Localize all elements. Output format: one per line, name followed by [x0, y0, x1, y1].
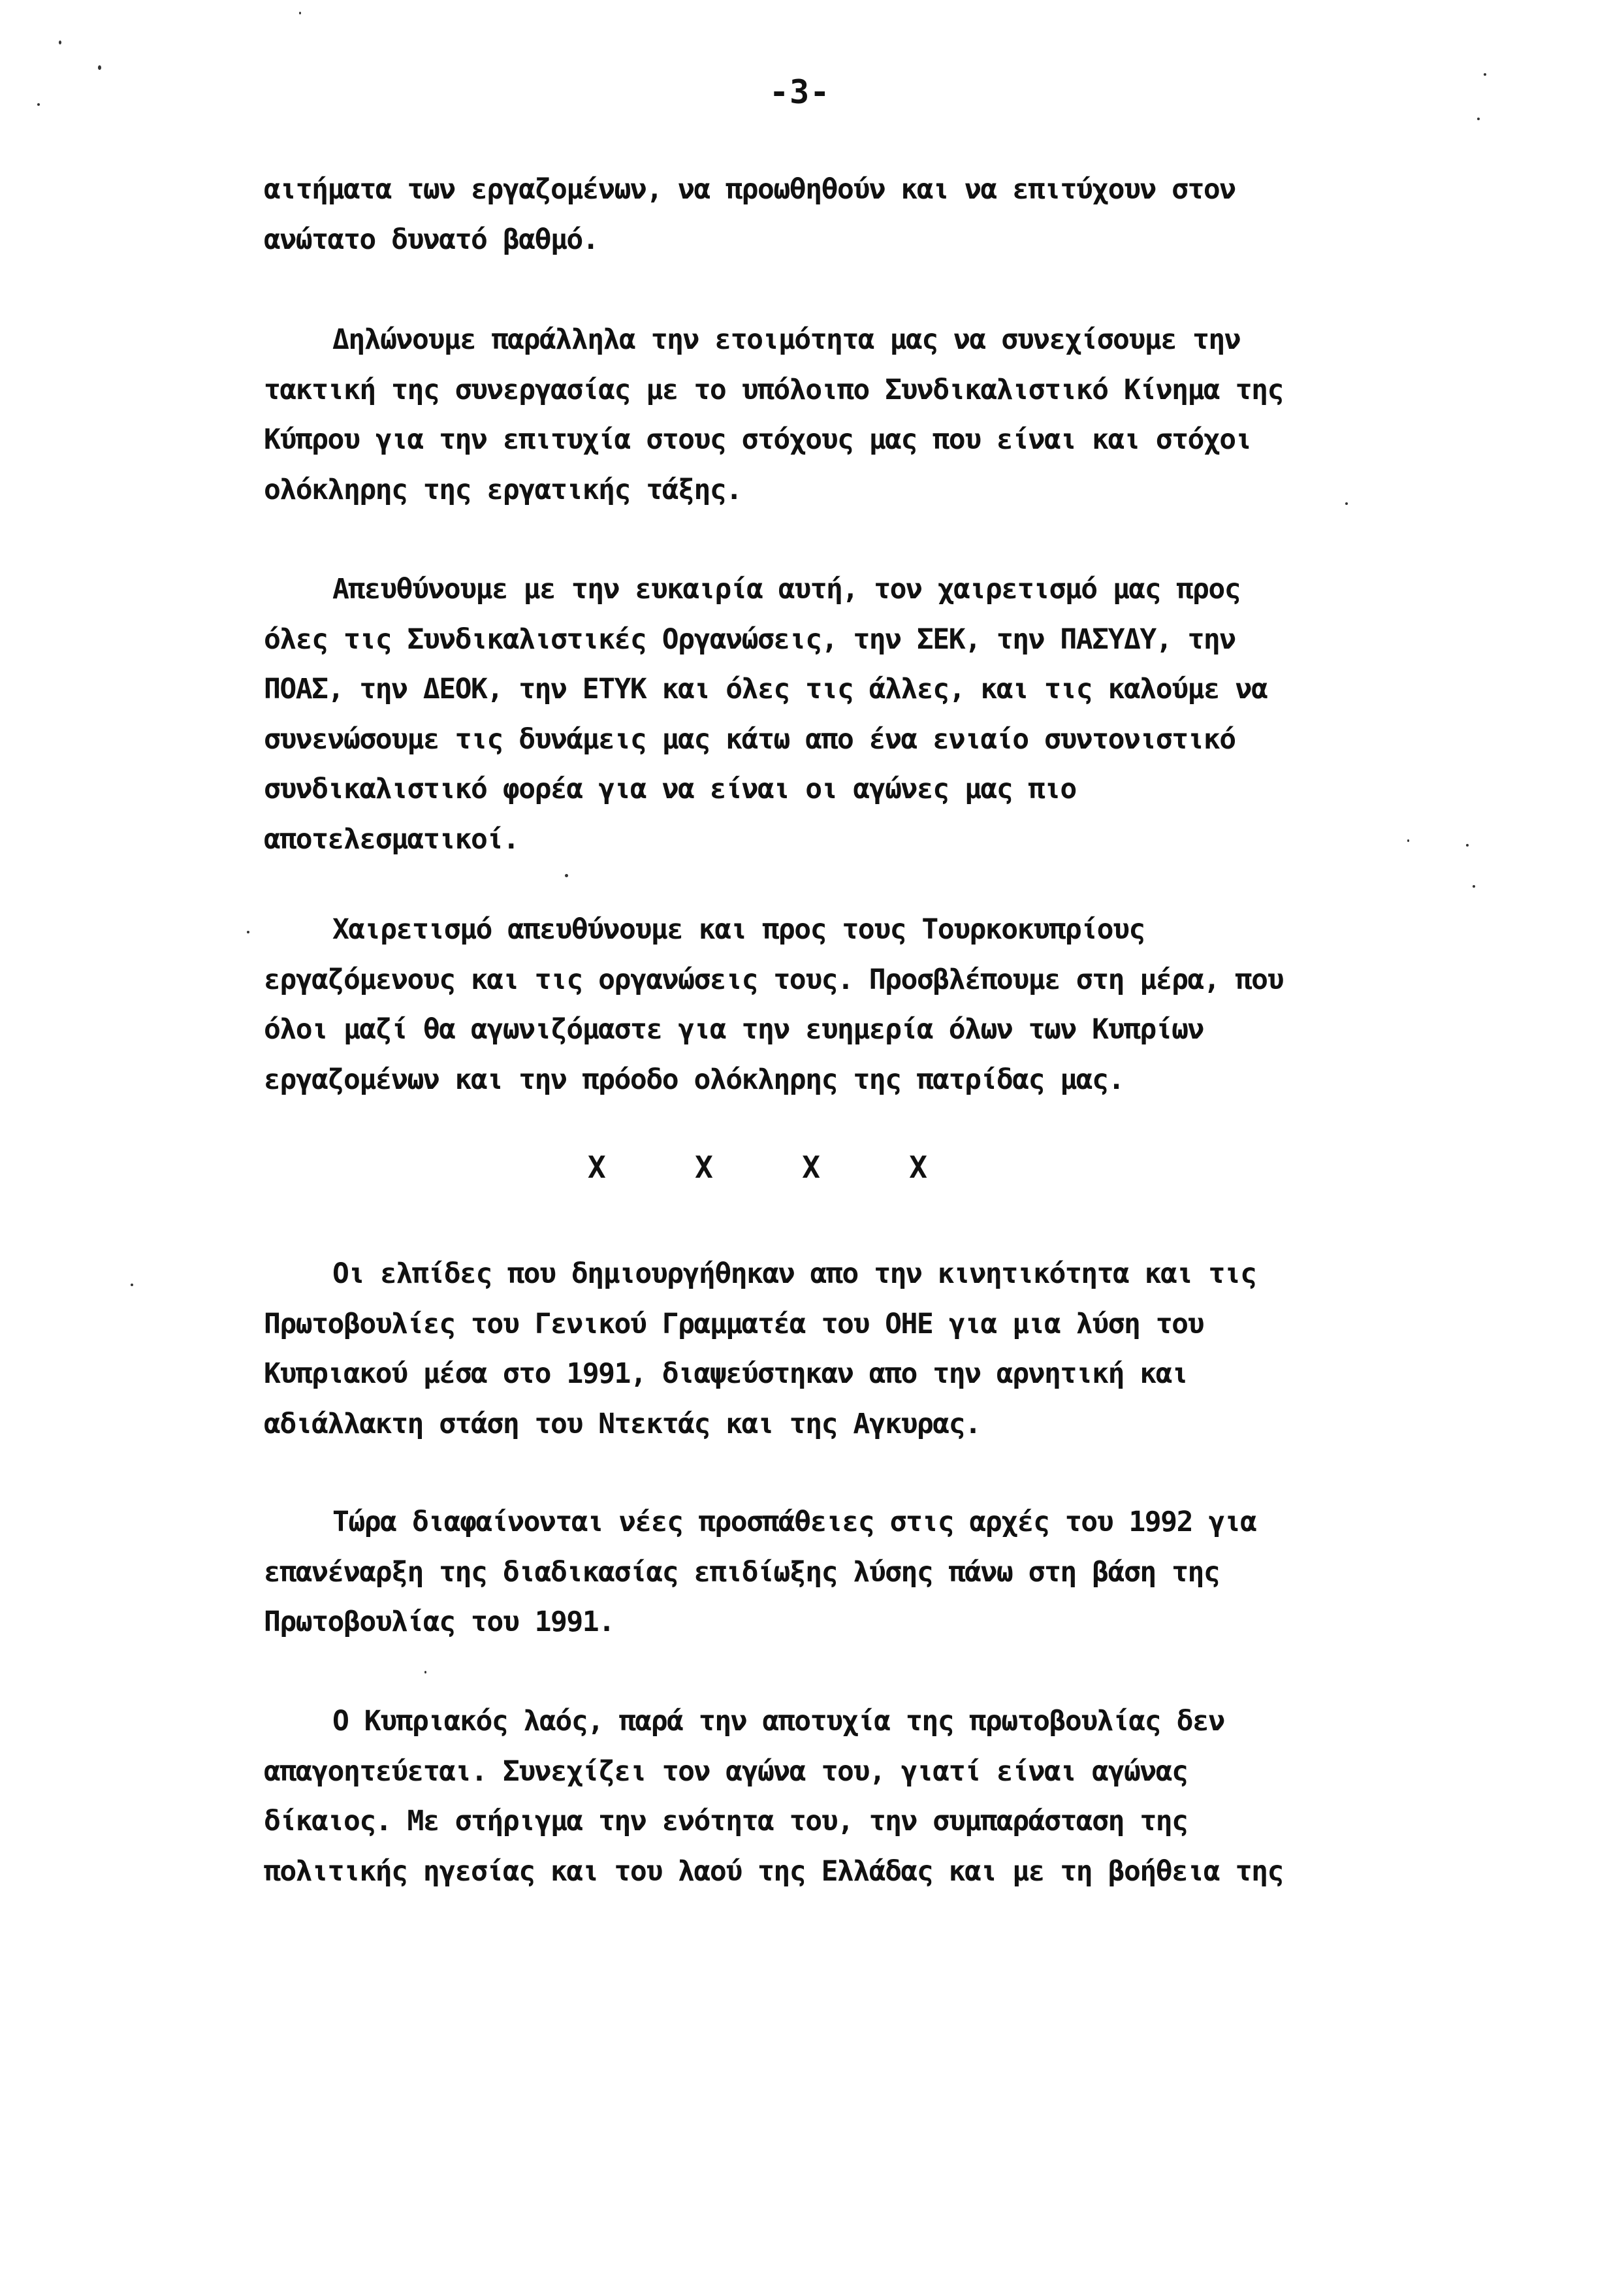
text-line: συνδικαλιστικό φορέα για να είναι οι αγώνες μας πιο	[264, 773, 1076, 805]
text-line: Πρωτοβουλίες του Γενικού Γραμματέα του ΟΗΕ για μια λύση του	[264, 1307, 1204, 1340]
paragraph-3	[264, 564, 1335, 864]
scan-speck	[37, 103, 40, 106]
text-line: Τώρα διαφαίνονται νέες προσπάθειες στις αρχές του 1992 για	[332, 1506, 1256, 1538]
text-line: ΠΟΑΣ, την ΔΕΟΚ, την ΕΤΥΚ και όλες τις άλλες, και τις καλούμε να	[264, 673, 1268, 705]
text-line: όλοι μαζί θα αγωνιζόμαστε για την ευημερία όλων των Κυπρίων	[264, 1013, 1204, 1046]
text-line: Οι ελπίδες που δημιουργήθηκαν απο την κινητικότητα και τις	[332, 1257, 1256, 1290]
scan-speck	[565, 874, 568, 877]
scan-speck	[1477, 118, 1480, 120]
text-line: Χαιρετισμό απευθύνουμε και προς τους Τουρκοκυπρίους	[332, 913, 1145, 946]
paragraph-1	[264, 165, 1335, 265]
text-line: Δηλώνουμε παράλληλα την ετοιμότητα μας να συνεχίσουμε την	[332, 323, 1241, 356]
scan-speck	[1466, 844, 1469, 847]
text-line: Πρωτοβουλίας του 1991.	[264, 1606, 614, 1638]
scan-speck	[59, 40, 61, 44]
paragraph-7	[264, 1696, 1335, 1896]
text-line: εργαζομένων και την πρόοδο ολόκληρης της πατρίδας μας.	[264, 1063, 1124, 1096]
scan-speck	[1407, 839, 1409, 842]
text-line: αιτήματα των εργαζομένων, να προωθηθούν και να επιτύχουν στον	[264, 173, 1236, 206]
text-line: Κυπριακού μέσα στο 1991, διαψεύστηκαν απο την αρνητική και	[264, 1357, 1188, 1390]
scan-speck	[247, 931, 249, 933]
scan-speck	[131, 1284, 133, 1286]
paragraph-6	[264, 1497, 1335, 1647]
text-line: ολόκληρης της εργατικής τάξης.	[264, 473, 742, 506]
scan-speck	[1473, 885, 1475, 888]
separator-mark: X	[695, 1150, 713, 1185]
text-line: αποτελεσματικοί.	[264, 822, 519, 856]
text-line: ανώτατο δυνατό βαθμό.	[264, 223, 599, 256]
text-line: Ο Κυπριακός λαός, παρά την αποτυχία της πρωτοβουλίας δεν	[332, 1705, 1224, 1738]
text-line: εργαζόμενους και τις οργανώσεις τους. Προσβλέπουμε στη μέρα, που	[264, 963, 1283, 996]
scan-speck	[424, 1671, 426, 1673]
paragraph-5	[264, 1249, 1335, 1449]
text-line: αδιάλλακτη στάση του Ντεκτάς και της Αγκυρας.	[264, 1407, 981, 1440]
section-separator	[588, 1150, 927, 1185]
scan-speck	[299, 12, 301, 14]
paragraph-2	[264, 315, 1335, 515]
separator-mark: X	[909, 1150, 927, 1185]
separator-mark: X	[588, 1150, 606, 1185]
scan-speck	[1345, 502, 1348, 505]
text-line: συνενώσουμε τις δυνάμεις μας κάτω απο ένα ενιαίο συντονιστικό	[264, 722, 1236, 756]
text-line: Κύπρου για την επιτυχία στους στόχους μας που είναι και στόχοι	[264, 423, 1252, 456]
text-line: όλες τις Συνδικαλιστικές Οργανώσεις, την ΣΕΚ, την ΠΑΣΥΔΥ, την	[264, 623, 1236, 656]
text-line: πολιτικής ηγεσίας και του λαού της Ελλάδας και με τη βοήθεια της	[264, 1854, 1283, 1888]
scan-speck	[1484, 73, 1486, 76]
text-line: τακτική της συνεργασίας με το υπόλοιπο Συνδικαλιστικό Κίνημα της	[264, 373, 1283, 406]
scan-speck	[98, 65, 101, 70]
text-line: δίκαιος. Με στήριγμα την ενότητα του, την συμπαράσταση της	[264, 1805, 1188, 1837]
separator-mark: X	[802, 1150, 820, 1185]
text-line: απαγοητεύεται. Συνεχίζει τον αγώνα του, γιατί είναι αγώνας	[264, 1754, 1188, 1788]
paragraph-4	[264, 905, 1335, 1105]
page-number: -3-	[769, 73, 831, 111]
text-line: Απευθύνουμε με την ευκαιρία αυτή, τον χαιρετισμό μας προς	[332, 573, 1241, 606]
text-line: επανέναρξη της διαδικασίας επιδίωξης λύσης πάνω στη βάση της	[264, 1555, 1220, 1589]
